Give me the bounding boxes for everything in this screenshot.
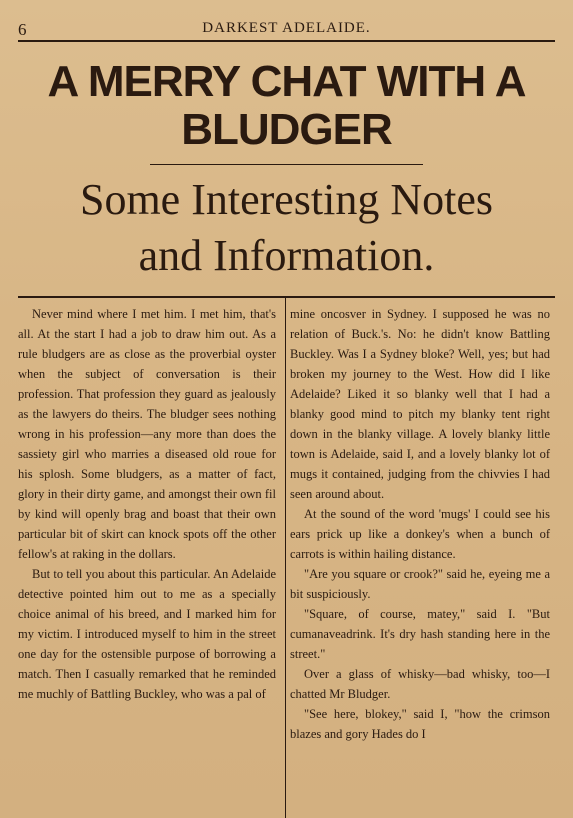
header-rule [18,40,555,42]
subheading-line-2: and Information. [138,231,435,280]
subheading-line-1: Some Interesting Notes [79,175,494,224]
paragraph: Never mind where I met him. I met him, that's all. At the start I had a job to draw him out. As a rule bludgers are as close as the proverbial oyster when the subject of conversation is their profession. That profession they guard as jealously as the lawyers do theirs. The bludger sees nothing wrong in his profession—any more than does the sassiety girl who marries a diseased old roue for his splosh. Some bludgers, as a matter of fact, glory in their dirty game, and amongst their own fil by kind will openly brag and boast that their own particular bit of skirt can knock spots off the other fellow's at raking in the dollars. [18,307,276,561]
subheading [0,172,573,284]
body-top-rule [18,296,555,298]
paragraph: At the sound of the word 'mugs' I could see his ears prick up like a donkey's when a bunch of carrots is within hailing distance. [290,507,550,561]
column-divider [285,298,286,818]
paragraph: "Square, of course, matey," said I. "But cumanaveadrink. It's dry hash standing here in the street." [290,607,550,661]
paragraph: Over a glass of whisky—bad whisky, too—I chatted Mr Bludger. [290,667,550,701]
headline-line-1: A MERRY CHAT WITH A [47,57,526,106]
article-column-left [18,304,276,704]
article-column-right [290,304,550,744]
page-header [0,0,573,40]
paragraph: "See here, blokey," said I, "how the crimson blazes and gory Hades do I [290,707,550,741]
paragraph: But to tell you about this particular. An Adelaide detective pointed him out to me as a specially choice animal of his breed, and I marked him for my victim. I introduced myself to him in the street one day for the ostensible purpose of borrowing a match. Then I casually remarked that he reminded me muchly of Battling Buckley, who was a pal of [18,567,276,701]
running-title: DARKEST ADELAIDE. [202,20,371,36]
paragraph: "Are you square or crook?" said he, eyeing me a bit suspiciously. [290,567,550,601]
headline [0,58,573,154]
headline-divider [150,164,423,165]
page-number: 6 [18,20,27,39]
headline-line-2: BLUDGER [181,105,392,154]
paragraph: mine oncosver in Sydney. I supposed he was no relation of Buck.'s. No: he didn't know Battling Buckley. Was I a Sydney bloke? Well, yes; but had broken my journey to the West. How did I like Adelaide? Liked it so blanky well that I had a blanky good mind to pitch my blanky tent right down in the blanky village. A lovely blanky little town is Adelaide, said I, and a lovely blanky lot of mugs it contained, judging from the chivvies I had seen around about. [290,307,550,501]
